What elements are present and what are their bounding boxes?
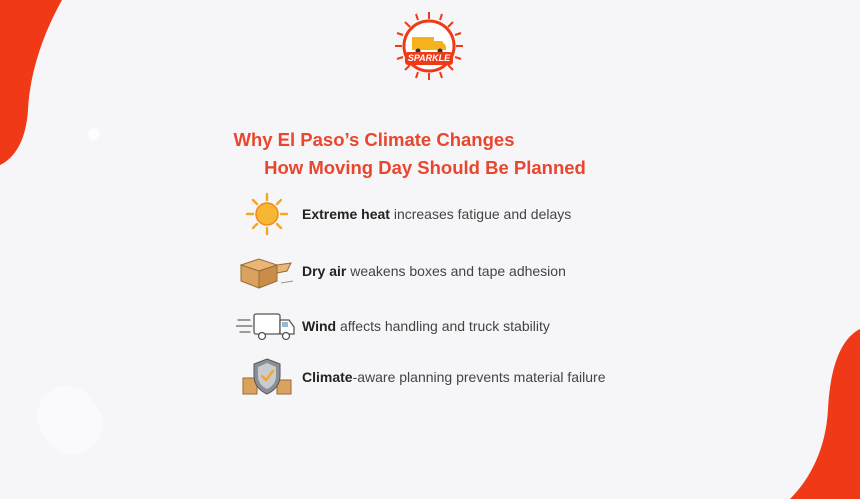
truck-sunburst-logo	[393, 10, 465, 82]
open-box-icon	[236, 249, 298, 293]
list-item-wind	[236, 304, 550, 348]
list-item-dry-air	[236, 249, 566, 293]
item-text: weakens boxes and tape adhesion	[346, 263, 566, 279]
sun-icon	[236, 192, 298, 236]
item-text: affects handling and truck stability	[336, 318, 550, 334]
page-title	[0, 126, 860, 182]
title-line-2: How Moving Day Should Be Planned	[264, 157, 586, 178]
item-bold-text: Climate	[302, 369, 353, 385]
list-item-climate	[236, 355, 606, 399]
item-text: -aware planning prevents material failure	[352, 369, 606, 385]
item-bold-text: Extreme heat	[302, 206, 390, 222]
item-text: increases fatigue and delays	[389, 206, 572, 222]
item-bold-text: Dry air	[302, 263, 347, 279]
decorative-shape	[25, 374, 114, 466]
item-bold-text: Wind	[302, 318, 337, 334]
sparkle-logo	[393, 10, 465, 82]
shield-boxes-icon	[236, 355, 298, 399]
title-line-1: Why El Paso’s Climate Changes	[233, 129, 515, 150]
logo-wordmark: SPARKLE	[407, 53, 451, 63]
corner-blob-bottom-right	[790, 329, 860, 499]
list-item-heat	[236, 192, 571, 236]
moving-truck-icon	[236, 304, 298, 348]
